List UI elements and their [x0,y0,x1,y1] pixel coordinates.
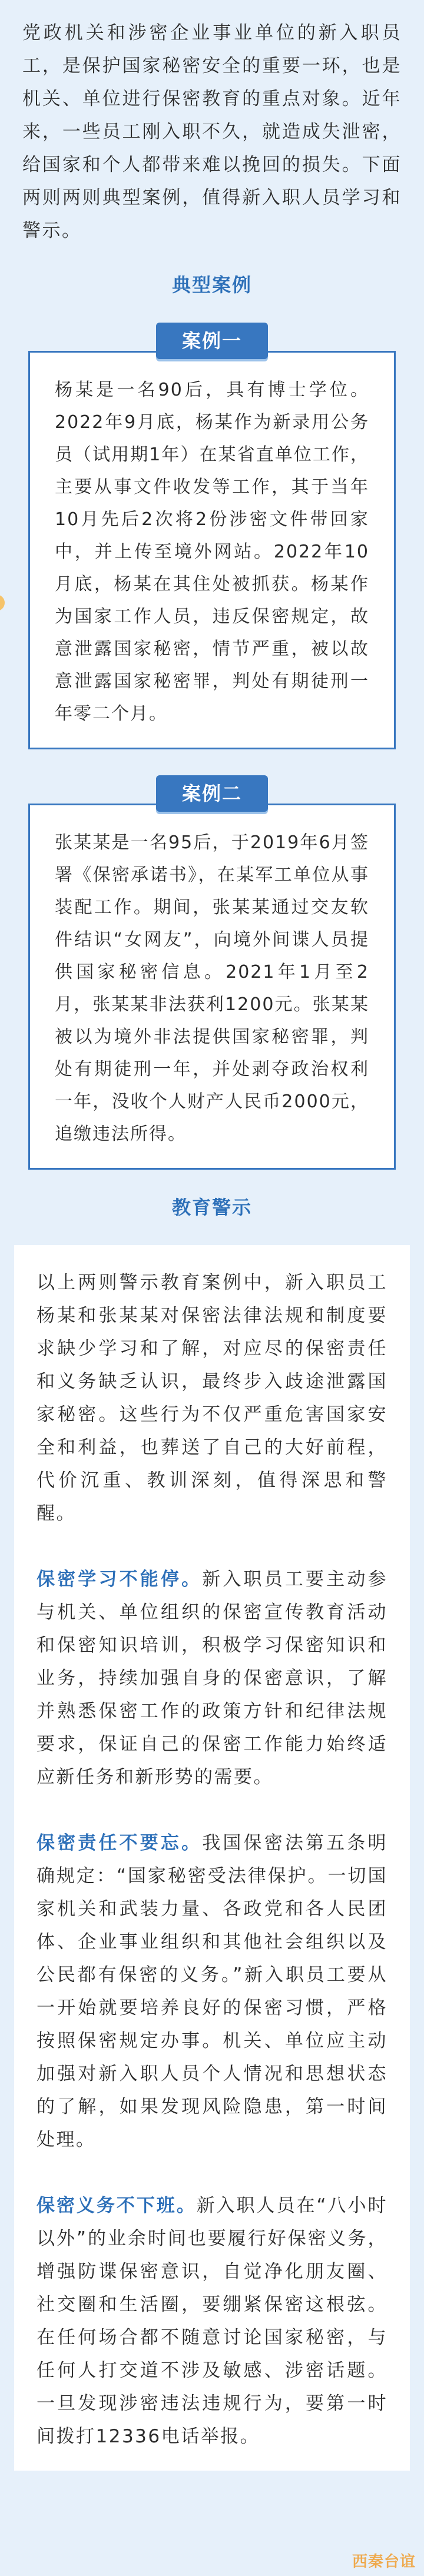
case-text: 张某某是一名95后，于2019年6月签署《保密承诺书》，在某军工单位从事装配工作。期间，张某某通过交友软件结识“女网友”，向境外间谍人员提供国家秘密信息。2021年1月至2月，张某某非法获利1200元。张某某被以为境外非法提供国家秘密罪，判处有期徒刑一年，并处剥夺政治权利一年，没收个人财产人民币2000元，追缴违法所得。 [55,832,369,1144]
case-text: 杨某是一名90后，具有博士学位。2022年9月底，杨某作为新录用公务员（试用期1年）在某省直单位工作，主要从事文件收发等工作，其于当年10月先后2次将2份涉密文件带回家中，并上传至境外网站。2022年10月底，杨某在其住处被抓获。杨某作为国家工作人员，违反保密规定，故意泄露国家秘密，情节严重，被以故意泄露国家秘密罪，判处有期徒刑一年零二个月。 [55,380,369,724]
case-box [28,351,396,749]
case-block-1 [28,323,396,749]
warning-point-lead: 保密义务不下班。 [37,2195,197,2216]
watermark-logo: 西秦台谊 [352,2553,416,2571]
case-tag: 案例二 [156,775,268,812]
warning-point-lead: 保密学习不能停。 [37,1569,203,1590]
case-tag: 案例一 [156,323,268,359]
warning-summary: 以上两则警示教育案例中，新入职员工杨某和张某某对保密法律法规和制度要求缺少学习和了解，对应尽的保密责任和义务缺乏认识，最终步入歧途泄露国家秘密。这些行为不仅严重危害国家安全和利益，也葬送了自己的大好前程，代价沉重、教训深刻，值得深思和警醒。 [37,1272,387,1524]
warning-heading: 教育警示 [171,1196,252,1219]
warning-point [37,1563,387,1794]
warning-box [14,1245,410,2471]
warning-point-text: 新入职人员在“八小时以外”的业余时间也要履行好保密义务，增强防谍保密意识，自觉净化朋友圈、社交圈和生活圈，要绷紧保密这根弦。在任何场合都不随意讨论国家秘密，与任何人打交道不涉及敏感、涉密话题。一旦发现涉密违法违规行为，要第一时间拨打12336电话举报。 [37,2195,387,2447]
intro-paragraph: 党政机关和涉密企业事业单位的新入职员工，是保护国家秘密安全的重要一环，也是机关、单位进行保密教育的重点对象。近年来，一些员工刚入职不久，就造成失泄密，给国家和个人都带来难以挽回的损失。下面两则两则典型案例，值得新入职人员学习和警示。 [22,22,402,241]
cases-heading: 典型案例 [171,274,252,296]
warning-point [37,1827,387,2156]
warning-point-lead: 保密责任不要忘。 [37,1833,203,1854]
case-box [28,804,396,1170]
warning-point-text: 我国保密法第五条明确规定：“国家秘密受法律保护。一切国家机关和武装力量、各政党和各人民团体、企业事业组织和其他社会组织以及公民都有保密的义务。”新入职员工要从一开始就要培养良好的保密习惯，严格按照保密规定办事。机关、单位应主动加强对新入职人员个人情况和思想状态的了解，如果发现风险隐患，第一时间处理。 [37,1833,387,2150]
warning-point-text: 新入职员工要主动参与机关、单位组织的保密宣传教育活动和保密知识培训，积极学习保密知识和业务，持续加强自身的保密意识，了解并熟悉保密工作的政策方针和纪律法规要求，保证自己的保密工作能力始终适应新任务和新形势的需要。 [37,1569,387,1788]
warning-point [37,2189,387,2453]
side-marker-decoration [0,595,5,611]
case-block-2 [28,775,396,1170]
